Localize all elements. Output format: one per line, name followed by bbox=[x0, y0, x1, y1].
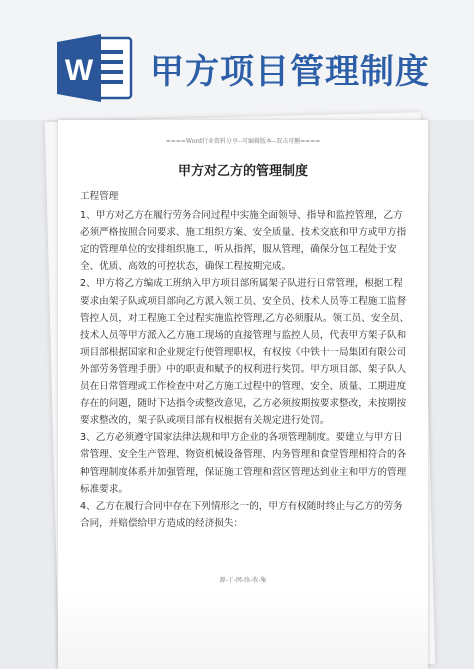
section-heading: 工程管理 bbox=[80, 191, 119, 202]
document-page bbox=[58, 120, 428, 669]
paragraph-3: 3、乙方必须遵守国家法律法规和甲方企业的各项管理制度。要建立与甲方日常管理、安全生产管理、物资机械设备管理、内务管理和食堂管理相符合的各种管理制度体系并加强管理，保证施工管理和营区管理达到业主和甲方的管理标准要求。 bbox=[80, 432, 407, 495]
word-logo-letter: W bbox=[64, 54, 94, 87]
banner-title: 甲方项目管理制度 bbox=[150, 52, 430, 92]
word-icon bbox=[55, 32, 135, 104]
page-fade bbox=[58, 590, 428, 669]
document-title: 甲方对乙方的管理制度 bbox=[177, 164, 308, 179]
paragraph-2: 2、甲方将乙方编成工班纳入甲方项目部所属架子队进行日常管理，根据工程要求由架子队或项目部向乙方派入领工员、安全员、技术人员等工程施工监督管控人员，对工程施工全过程实施监控管理,乙方必须服从。领工员、安全员、技术人员等甲方派入乙方施工现场的直接管理与监控人员，代表甲方架子队和项目部根据国家和企业规定行使管理职权，有权按《中铁十一局集团有限公司外部劳务管理手册》中的职责和赋予的权利进行奖罚。甲方项目部、架子队人员在日常管理或工作检查中对乙方施工过程中的管理、安全、质量、工期进度存在的问题，随时下达指令或整改意见，乙方必须按期按要求整改，未按期按要求整改的，架子队或项目部有权根据有关规定进行处罚。 bbox=[80, 278, 410, 427]
header-note: ====Word行业资料分享--可编辑版本--双击可删==== bbox=[165, 138, 321, 145]
banner bbox=[0, 0, 474, 120]
document-body bbox=[80, 188, 410, 532]
paragraph-1: 1、甲方对乙方在履行劳务合同过程中实施全面领导、指导和监控管理，乙方必须严格按照合同要求、施工组织方案、安全质量、技术交底和甲方或甲方指定的管理单位的安排组织施工，听从指挥，服从管理，确保分包工程处于安全、优质、高效的可控状态，确保工程按期完成。 bbox=[80, 210, 407, 273]
paragraph-4: 4、乙方在履行合同中存在下列情形之一的，甲方有权随时终止与乙方的劳务合同，并赔偿给甲方造成的经济损失： bbox=[80, 500, 403, 529]
footer-note: 源-于-网-络-收-集 bbox=[219, 577, 267, 584]
